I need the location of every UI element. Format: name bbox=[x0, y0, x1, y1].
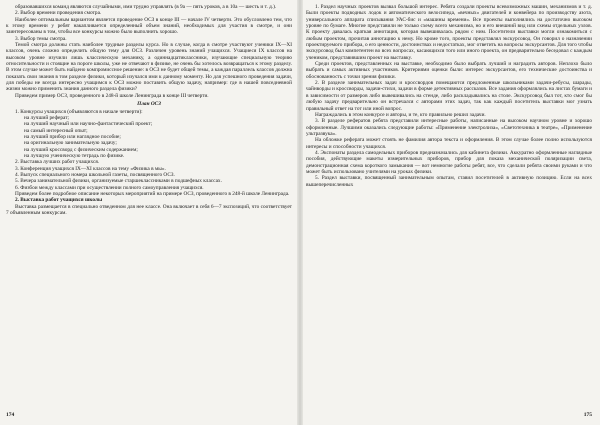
paragraph: На обложке реферата может стоять не фамилия автора текста и оформления. В этом случае более полно используются интересы и способности учащихся. bbox=[306, 137, 592, 150]
paragraph: 3. В разделе рефератов ребята представили интересные работы, написанные на высоком научном уровне и хорошо оформленные. Лучшими оказались следующие работы: «Применение электролиза», «Светотехника в театре», «Применение ультразвука». bbox=[306, 118, 592, 137]
plan-list bbox=[6, 109, 292, 191]
paragraph: образовавшихся команд являются случайными, ими трудно управлять (в 9а — пять уроков, а в 10а — шесть и т. д.). bbox=[15, 4, 277, 10]
page-number-right: 175 bbox=[583, 411, 592, 418]
paragraph: 5. Раздел выставки, посвященный занимательным опытам, ставил посетителей в активную позицию. Если на всех вышеперечисленных bbox=[306, 175, 592, 188]
list-item: на лучший научный или научно-фантастический проект; bbox=[24, 121, 153, 128]
left-intro bbox=[6, 4, 292, 99]
paragraph: Приведем более подробное описание некоторых мероприятий на примере ОСЗ, проведенного в 248-й школе Ленинграда. bbox=[15, 190, 290, 197]
list-item: на лучший реферат; bbox=[24, 114, 70, 121]
left-page bbox=[6, 4, 292, 420]
paragraph: 4. Экспонаты раздела самодельных приборов предназначались для кабинета физики. Аккуратно оформленные наглядные пособия, действующие макеты измерительных приборов, прибор для показа механической поляризации света, демонстрационная схема короткого замыкания — вот немногие работы ребят, все, что сделали ребята своими руками и что может быть использовано учителями на уроках физики. bbox=[306, 149, 592, 175]
list-item: на оригинальную занимательную задачу; bbox=[24, 140, 117, 147]
paragraph: Приведем пример ОСЗ, проведенного в 248-й школе Ленинграда в конце III четверти. bbox=[15, 92, 209, 99]
list-item: на лучший прибор или наглядное пособие; bbox=[24, 133, 121, 140]
book-gutter bbox=[297, 0, 303, 425]
paragraph: Среди проектов, представленных на выставке, необходимо было выбрать лучший и наградить авторов. Неплохо было выбрать и самых активных участников. Критериями оценки были: интерес экскурсантов, его технические достоинства и обоснованность с точки зрения физики. bbox=[306, 61, 592, 80]
paragraph: Наиболее оптимальным вариантом является проведение ОСЗ в конце III — начале IV четверти. Это обусловлено тем, что к этому времени у ребят накапливается определенный объем знаний, необходимых для участия в смотре, и они заинтересованы в том, чтобы все конкурсы можно было выполнить хорошо. bbox=[6, 16, 292, 36]
paragraph: Темой смотра должны стать наиболее трудные разделы курса. Но в случае, когда в смотре участвуют ученики IX—XI классов, очень сложно определить общую тему для ОСЗ. Различен уровень знаний учащихся. Учащиеся IX классов на высоком уровне изучили лишь классическую механику, а одиннадцатиклассники, изучающие специальную теорию относительности и стоящие на пороге школы, уже не отвечают в физике, не очень бы хотелось возвращаться к этому разделу. В этом случае может быть найдено компромиссное решение: в ОСЗ не будет общей темы, а каждая параллель классов должна показать свои знания в том разделе физики, который изучался ими к данному моменту. Но для успешного проведения задачи, для победы не всегда интересно учащимся к ОСЗ можно поставить общую задачу, например: где в нашей повседневной жизни можно применить знания данного раздела физики? bbox=[6, 42, 292, 93]
list-item: 1. Конкурсы учащихся (объявляются в начале четверти): bbox=[15, 108, 143, 115]
list-item: на лучший кроссворд с физическим содержанием; bbox=[24, 146, 138, 153]
section-heading: 2. Выставка работ учащихся школы bbox=[15, 197, 103, 204]
paragraph: 2. В разделе занимательных задач и кроссвордов помещаются предложенные школьниками задачи-ребусы, шарады, чайнворды и кроссворды, задачи-стихи, задачи в форме детективных рассказов. Все задания оформлялись на листах бумаги и в зависимости от размеров либо вывешивались на стенде, либо раскладывались на столе. Экскурсовод был тот, кто смог бы любую задачу предварительно он встречался с авторами этих задач, так как каждый посетитель выставки мог узнать правильный ответ на тот или иной вопрос. bbox=[306, 80, 592, 112]
list-item: 6. Физбои между классами при осуществлении полного самоуправления учащихся. bbox=[15, 184, 204, 191]
paragraph: 3. Выбор темы смотра. bbox=[15, 35, 67, 42]
plan-title: План ОСЗ bbox=[137, 101, 161, 108]
paragraph: Выставка размещается в специально отведенном для нее классе. Она включает в себя 6—7 экспозиций, что соответствует 7 объявленным конкурсам. bbox=[6, 203, 292, 216]
paragraph: 1. Раздел научных проектов вызвал большой интерес. Ребята создали проекты всевозможных машин, механизмов и т. д. Были проекты подводных лодок и автоматического велосипеда, «вечных» двигателей и конвейера по производству азота, универсального аппарата списывания УАС-бис и «машины времени». Все проекты выполнялись на достаточно высоком уровне по бумаге. Многие представили не только схему всего механизма, но и его внешний вид или схемы отдельных узлов. К проекту давалась краткая аннотация, которая вывешивалась рядом с ним. Посетители выставки могли ознакомиться с любым проектом, прочитав аннотацию к нему. Но кроме того, проекты представлял экскурсовод. Он говорил о назначении проектируемого прибора, о его ценности, достоинствах и недостатках, мог ответить на вопросы экскурсантов. Для того чтобы экскурсовод был компетентен во всех вопросах, касающихся того или иного проекта, он предварительно беседовал с каждым учеником, представившим проект на выставку. bbox=[306, 4, 592, 61]
paragraph: Награждались в этом конкурсе и авторы, и те, кто правильно решил задачи. bbox=[315, 111, 486, 118]
list-item: 2. Выставка лучших работ учащихся. bbox=[15, 159, 100, 166]
list-item: на самый интересный опыт; bbox=[24, 127, 88, 134]
paragraph: 2. Выбор времени проведения смотра. bbox=[15, 10, 102, 17]
list-item: на лучшую ученическую тетрадь по физике. bbox=[24, 152, 125, 159]
list-item: 4. Выпуск специального номера школьной газеты, посвященного ОСЗ. bbox=[15, 171, 175, 178]
list-item: 5. Вечера занимательной физики, организуемые старшеклассниками в подшефных классах. bbox=[15, 178, 222, 185]
right-page bbox=[306, 4, 592, 420]
page-number-left: 174 bbox=[6, 411, 15, 418]
list-item: 3. Конференция учащихся IX—XI классов на тему «Физика в мы». bbox=[15, 165, 166, 172]
